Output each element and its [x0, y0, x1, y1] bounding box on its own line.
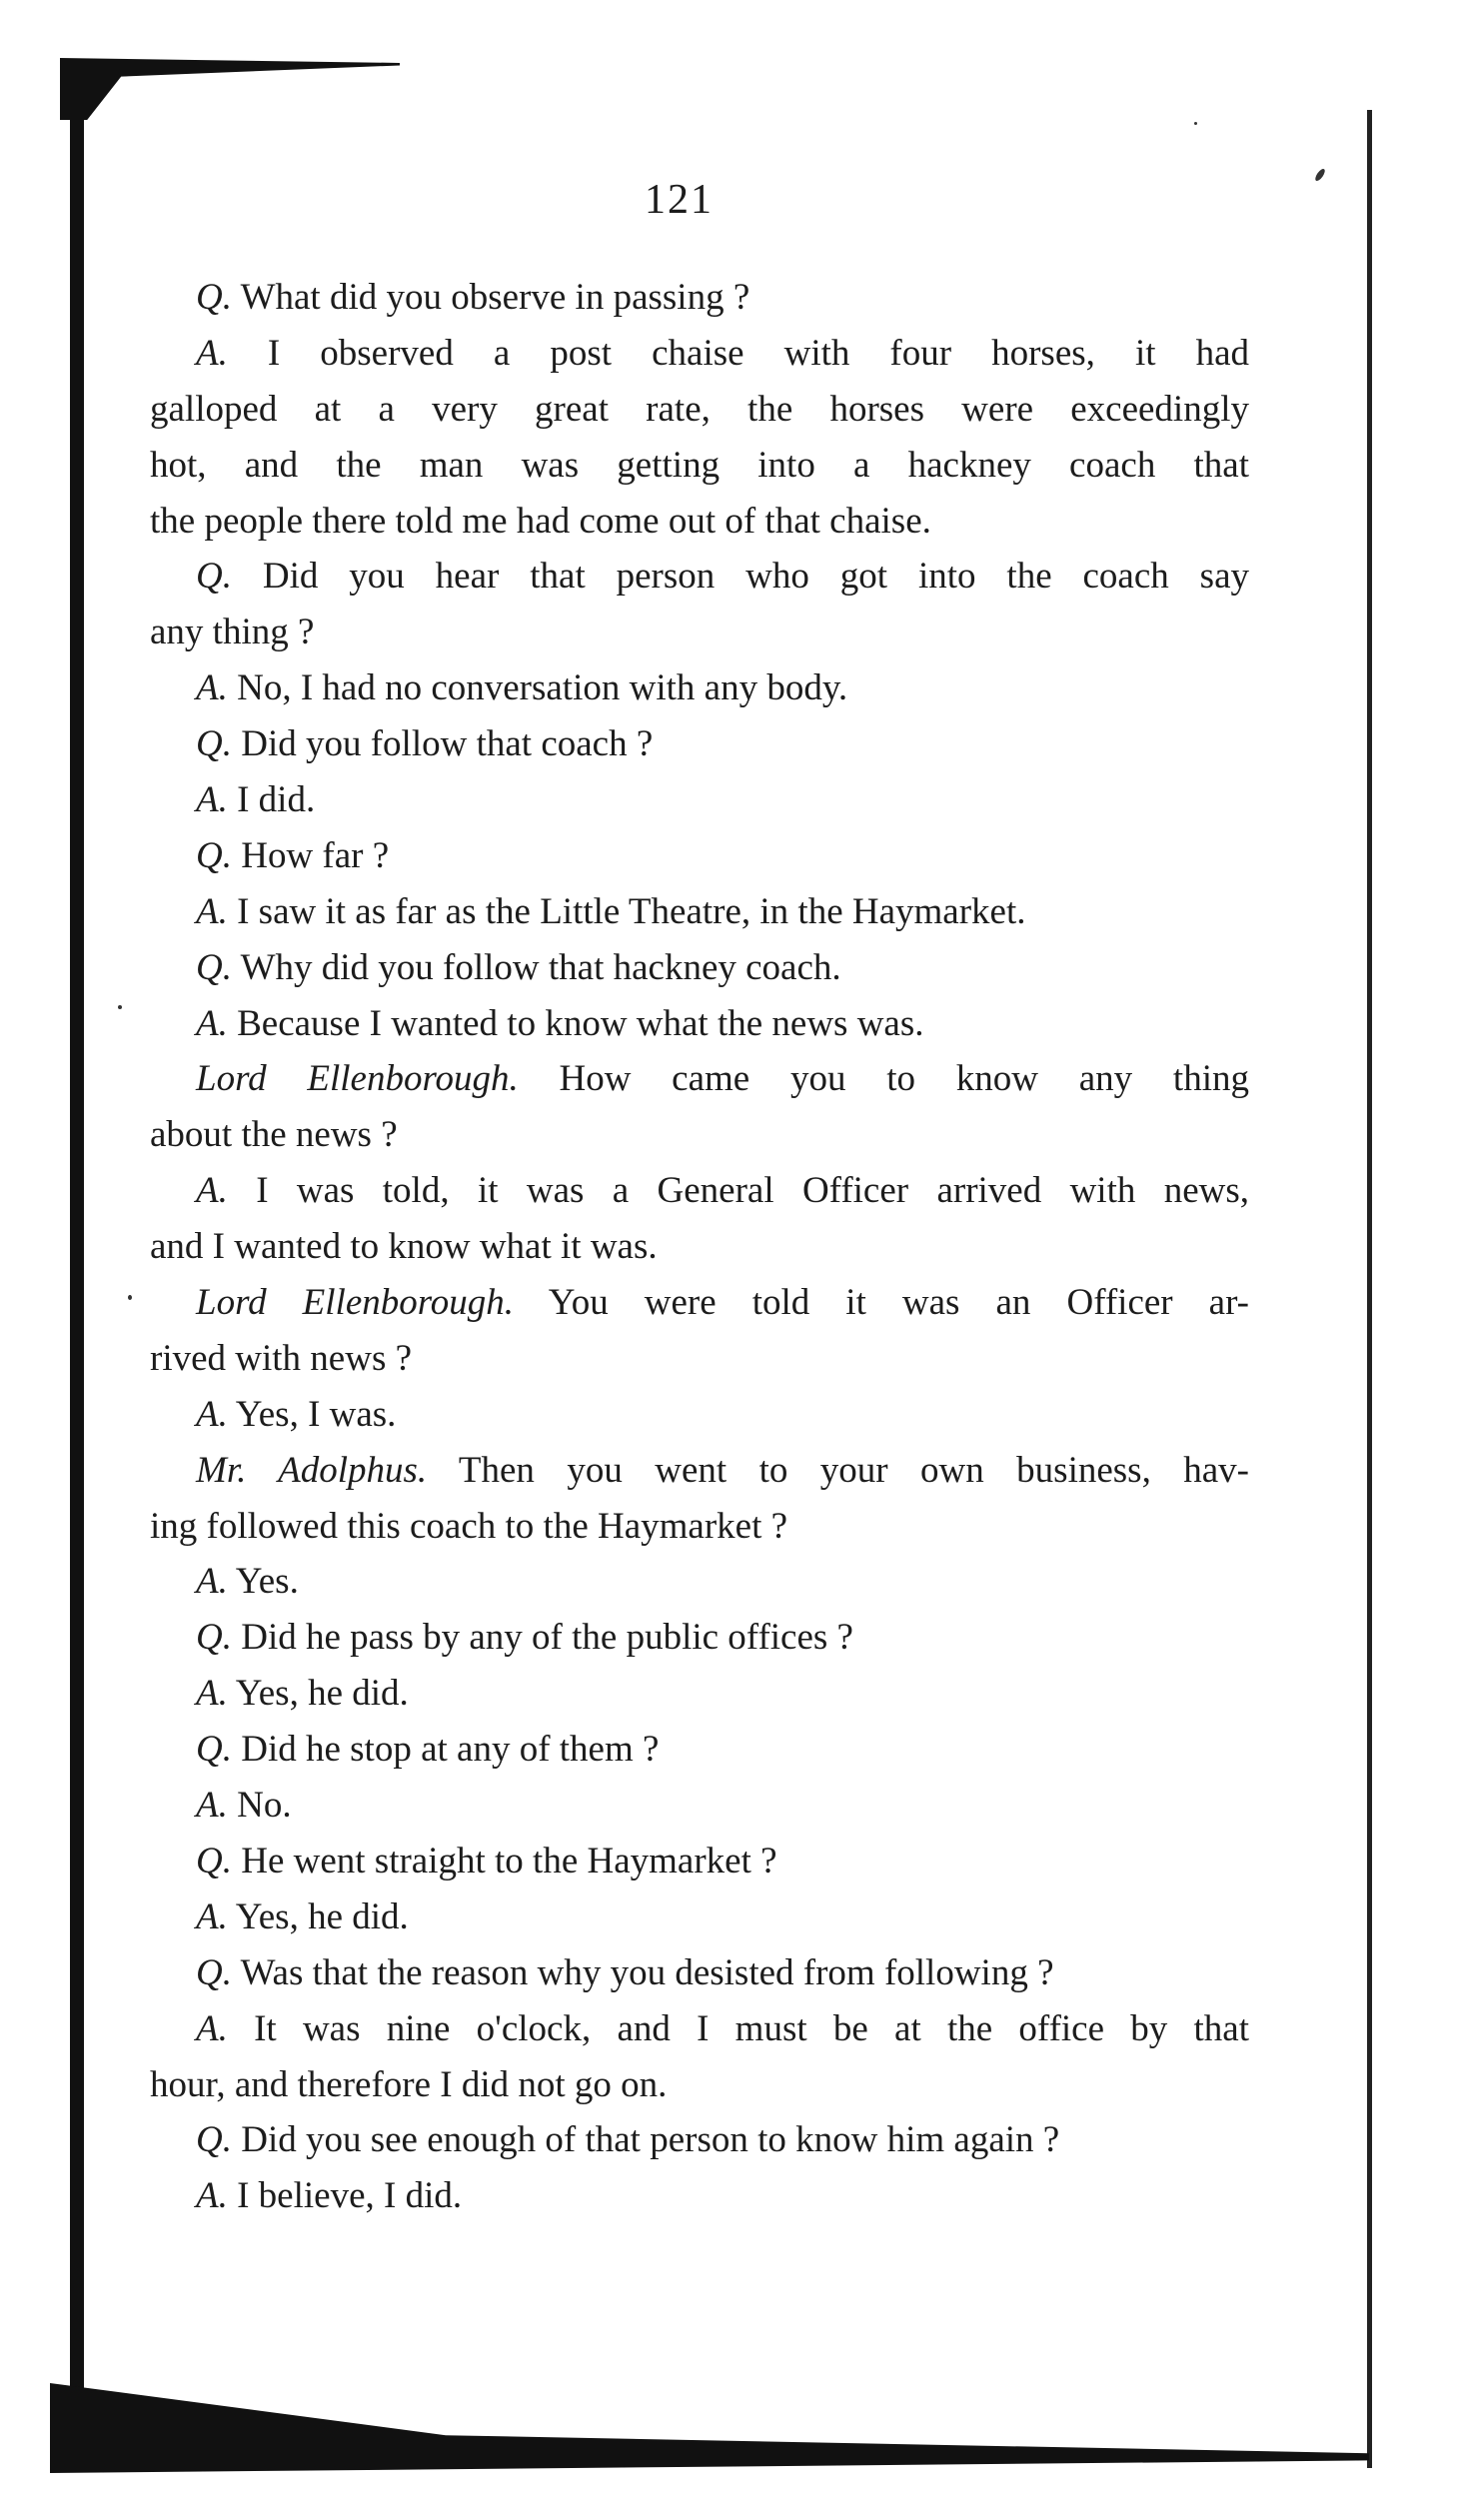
line-text: rived with news ?: [150, 1337, 413, 1379]
text-line: [150, 884, 1249, 940]
text-line: [150, 549, 1249, 605]
speaker-label: A.: [196, 332, 228, 374]
scan-speck: [118, 1005, 122, 1009]
page-right-edge: [1367, 110, 1372, 2468]
text-line: [150, 1051, 1249, 1107]
line-text: Yes.: [227, 1561, 299, 1603]
text-line: [150, 772, 1249, 828]
text-line: [150, 438, 1249, 494]
line-text: I observed a post chaise with four horses, it had: [227, 332, 1249, 374]
text-line: [150, 1610, 1249, 1666]
line-text: Did you hear that person who got into the coach say: [231, 556, 1249, 598]
line-text: I was told, it was a General Officer arrived with news,: [227, 1170, 1249, 1212]
speaker-label: Q.: [196, 1617, 232, 1659]
text-line: [150, 940, 1249, 996]
line-text: I believe, I did.: [227, 2175, 463, 2217]
scan-speck: [1194, 122, 1197, 125]
text-line: [150, 326, 1249, 382]
text-line: [150, 1554, 1249, 1610]
text-line: [150, 1778, 1249, 1834]
line-text: Did you follow that coach ?: [231, 723, 654, 765]
text-line: [150, 1722, 1249, 1778]
line-text: How far ?: [231, 834, 390, 876]
text-line: [150, 1666, 1249, 1722]
line-text: No, I had no conversation with any body.: [227, 667, 848, 709]
text-line: [150, 1945, 1249, 2001]
line-text: hot, and the man was getting into a hackney coach that: [150, 444, 1249, 486]
text-line: [150, 270, 1249, 326]
line-text: Did he stop at any of them ?: [231, 1729, 660, 1771]
book-binding-edge: [70, 70, 84, 2408]
speaker-label: A.: [196, 2175, 228, 2217]
page-bottom-edge: [50, 2383, 1369, 2473]
text-line: [150, 996, 1249, 1052]
text-line: [150, 2001, 1249, 2057]
scan-speck: [1314, 168, 1327, 183]
speaker-label: Q.: [196, 1840, 232, 1882]
speaker-label: A.: [196, 1785, 228, 1827]
speaker-label: Q.: [196, 277, 232, 318]
page-corner-shadow: [60, 58, 400, 120]
text-line: [150, 494, 1249, 550]
speaker-label: Q.: [196, 1951, 232, 1993]
text-line: [150, 382, 1249, 438]
text-line: [150, 660, 1249, 716]
line-text: He went straight to the Haymarket ?: [231, 1840, 777, 1882]
line-text: Did you see enough of that person to know him again ?: [231, 2119, 1060, 2161]
line-text: How came you to know any thing: [518, 1058, 1249, 1100]
text-line: [150, 1387, 1249, 1443]
line-text: Because I wanted to know what the news was.: [227, 1002, 924, 1044]
text-line: [150, 605, 1249, 660]
speaker-label: Q.: [196, 556, 232, 598]
line-text: the people there told me had come out of that chaise.: [150, 500, 931, 542]
line-text: No.: [227, 1785, 292, 1827]
text-line: [150, 2112, 1249, 2168]
speaker-label: Q.: [196, 723, 232, 765]
speaker-label: Q.: [196, 2119, 232, 2161]
line-text: Did he pass by any of the public offices ?: [231, 1617, 853, 1659]
line-text: any thing ?: [150, 612, 315, 653]
text-line: [150, 1443, 1249, 1499]
speaker-label: A.: [196, 1170, 228, 1212]
line-text: I did.: [227, 779, 316, 821]
page-number: 121: [645, 177, 714, 223]
line-text: galloped at a very great rate, the horses were exceedingly: [150, 388, 1249, 430]
speaker-label: A.: [196, 667, 228, 709]
line-text: Yes, I was.: [227, 1393, 397, 1435]
text-line: [150, 1275, 1249, 1331]
text-line: [150, 2057, 1249, 2113]
speaker-label: A.: [196, 1561, 228, 1603]
text-line: [150, 1219, 1249, 1275]
line-text: about the news ?: [150, 1114, 398, 1156]
speaker-label: Q.: [196, 946, 232, 988]
speaker-label: A.: [196, 2007, 228, 2049]
text-line: [150, 2168, 1249, 2224]
line-text: Then you went to your own business, hav-: [427, 1449, 1249, 1491]
line-text: I saw it as far as the Little Theatre, in the Haymarket.: [227, 890, 1026, 932]
speaker-label: A.: [196, 1673, 228, 1715]
text-line: [150, 716, 1249, 772]
line-text: and I wanted to know what it was.: [150, 1226, 658, 1268]
speaker-label: A.: [196, 890, 228, 932]
line-text: Yes, he did.: [227, 1673, 409, 1715]
speaker-label: Q.: [196, 1729, 232, 1771]
speaker-label: A.: [196, 779, 228, 821]
line-text: hour, and therefore I did not go on.: [150, 2063, 668, 2105]
scan-speck: [128, 1295, 132, 1300]
speaker-label: Q.: [196, 834, 232, 876]
line-text: Why did you follow that hackney coach.: [231, 946, 841, 988]
speaker-label: Mr. Adolphus.: [196, 1449, 428, 1491]
line-text: ing followed this coach to the Haymarket ?: [150, 1505, 788, 1547]
speaker-label: A.: [196, 1895, 228, 1937]
text-line: [150, 1499, 1249, 1555]
text-line: [150, 828, 1249, 884]
text-line: [150, 1163, 1249, 1219]
speaker-label: Lord Ellenborough.: [196, 1058, 519, 1100]
transcript-body: [150, 270, 1249, 2224]
speaker-label: A.: [196, 1393, 228, 1435]
line-text: You were told it was an Officer ar-: [514, 1282, 1249, 1324]
speaker-label: Lord Ellenborough.: [196, 1282, 515, 1324]
speaker-label: A.: [196, 1002, 228, 1044]
text-line: [150, 1890, 1249, 1945]
line-text: Was that the reason why you desisted from following ?: [231, 1951, 1054, 1993]
text-line: [150, 1331, 1249, 1387]
line-text: Yes, he did.: [227, 1895, 409, 1937]
text-line: [150, 1107, 1249, 1163]
text-line: [150, 1834, 1249, 1890]
line-text: It was nine o'clock, and I must be at the office by that: [227, 2007, 1249, 2049]
line-text: What did you observe in passing ?: [231, 277, 750, 318]
